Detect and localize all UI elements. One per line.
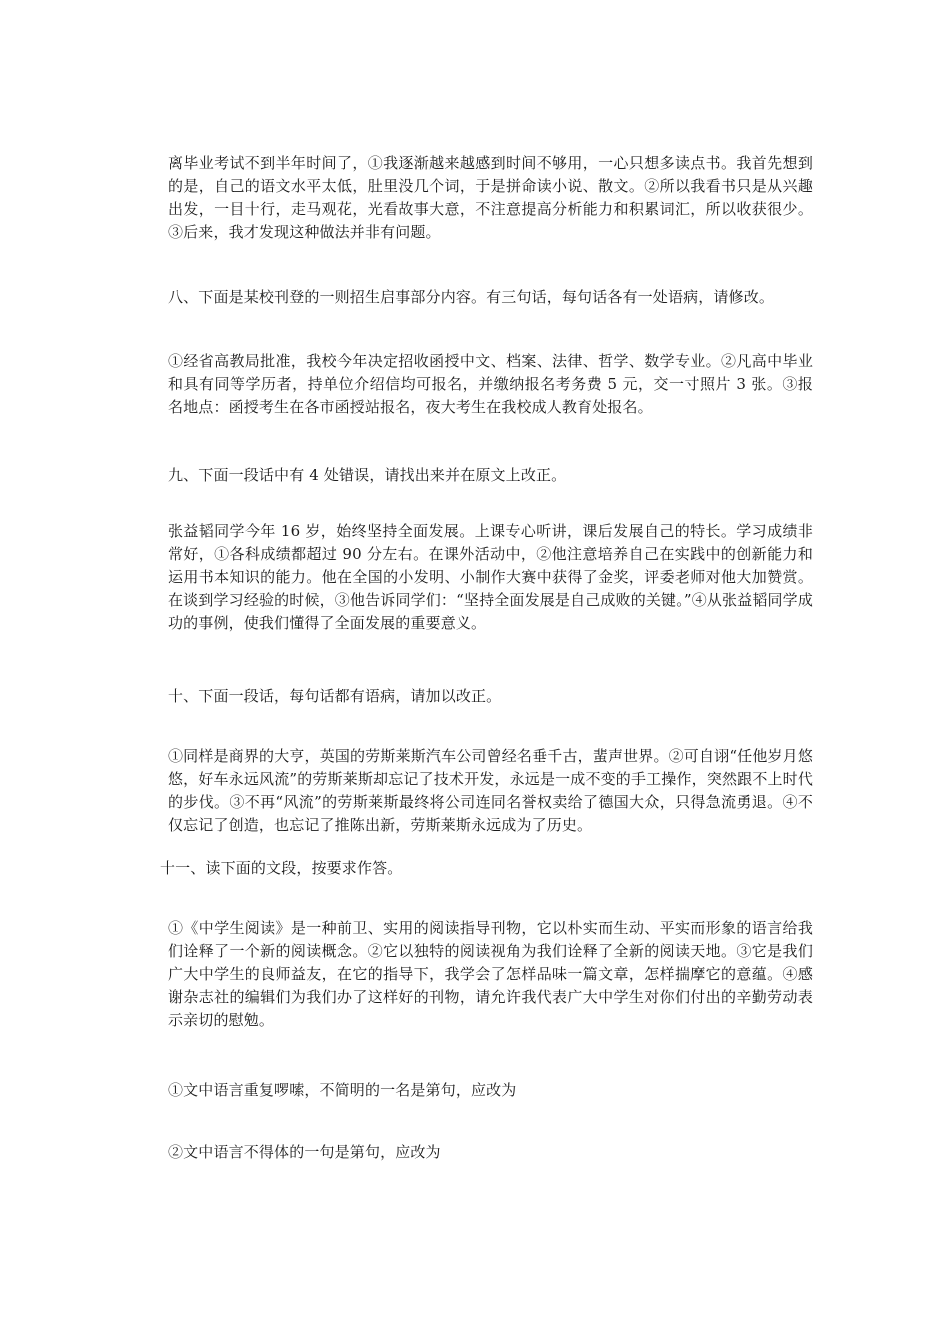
question-11-heading: 十一、读下面的文段，按要求作答。	[160, 859, 403, 877]
answer-prompt-1: ①文中语言重复啰嗦，不简明的一名是第句，应改为	[168, 1081, 517, 1099]
paragraph-enrollment-notice: ①经省高教局批准，我校今年决定招收函授中文、档案、法律、哲学、数学专业。②凡高中毕业和具有同等学历者，持单位介绍信均可报名，并缴纳报名考务费 5 元，交一寸照片 3 张。③报名地点：函授考生在各市函授站报名，夜大考生在我校成人教育处报名。	[168, 352, 813, 416]
question-10-heading: 十、下面一段话，每句话都有语病，请加以改正。	[168, 687, 502, 705]
paragraph-reading-magazine: ①《中学生阅读》是一种前卫、实用的阅读指导刊物，它以朴实而生动、平实而形象的语言给我们诠释了一个新的阅读概念。②它以独特的阅读视角为我们诠释了全新的阅读天地。③它是我们广大中学生的良师益友，在它的指导下，我学会了怎样品味一篇文章，怎样揣摩它的意蕴。④感谢杂志社的编辑们为我们办了这样好的刊物，请允许我代表广大中学生对你们付出的辛勤劳动表示亲切的慰勉。	[168, 919, 813, 1029]
answer-prompt-2: ②文中语言不得体的一句是第句，应改为	[168, 1143, 441, 1161]
paragraph-graduation-exam: 离毕业考试不到半年时间了，①我逐渐越来越感到时间不够用，一心只想多读点书。我首先想到的是，自己的语文水平太低，肚里没几个词，于是拼命读小说、散文。②所以我看书只是从兴趣出发，一目十行，走马观花，光看故事大意，不注意提高分析能力和积累词汇，所以收获很少。③后来，我才发现这种做法并非有问题。	[168, 154, 813, 241]
paragraph-rolls-royce: ①同样是商界的大亨，英国的劳斯莱斯汽车公司曾经名垂千古，蜚声世界。②可自诩“任他岁月悠悠，好车永远风流”的劳斯莱斯却忘记了技术开发，永远是一成不变的手工操作，突然跟不上时代的步伐。③不再“风流”的劳斯莱斯最终将公司连同名誉权卖给了德国大众，只得急流勇退。④不仅忘记了创造，也忘记了推陈出新，劳斯莱斯永远成为了历史。	[168, 747, 813, 834]
paragraph-zhang-yitao: 张益韬同学今年 16 岁，始终坚持全面发展。上课专心听讲，课后发展自己的特长。学习成绩非常好，①各科成绩都超过 90 分左右。在课外活动中，②他注意培养自己在实践中的创新能力和运用书本知识的能力。他在全国的小发明、小制作大赛中获得了金奖，评委老师对他大加赞赏。在谈到学习经验的时候，③他告诉同学们：“坚持全面发展是自己成败的关键。”④从张益韬同学成功的事例，使我们懂得了全面发展的重要意义。	[168, 522, 813, 632]
question-9-heading: 九、下面一段话中有 4 处错误，请找出来并在原文上改正。	[168, 466, 567, 484]
question-8-heading: 八、下面是某校刊登的一则招生启事部分内容。有三句话，每句话各有一处语病，请修改。	[168, 288, 775, 306]
